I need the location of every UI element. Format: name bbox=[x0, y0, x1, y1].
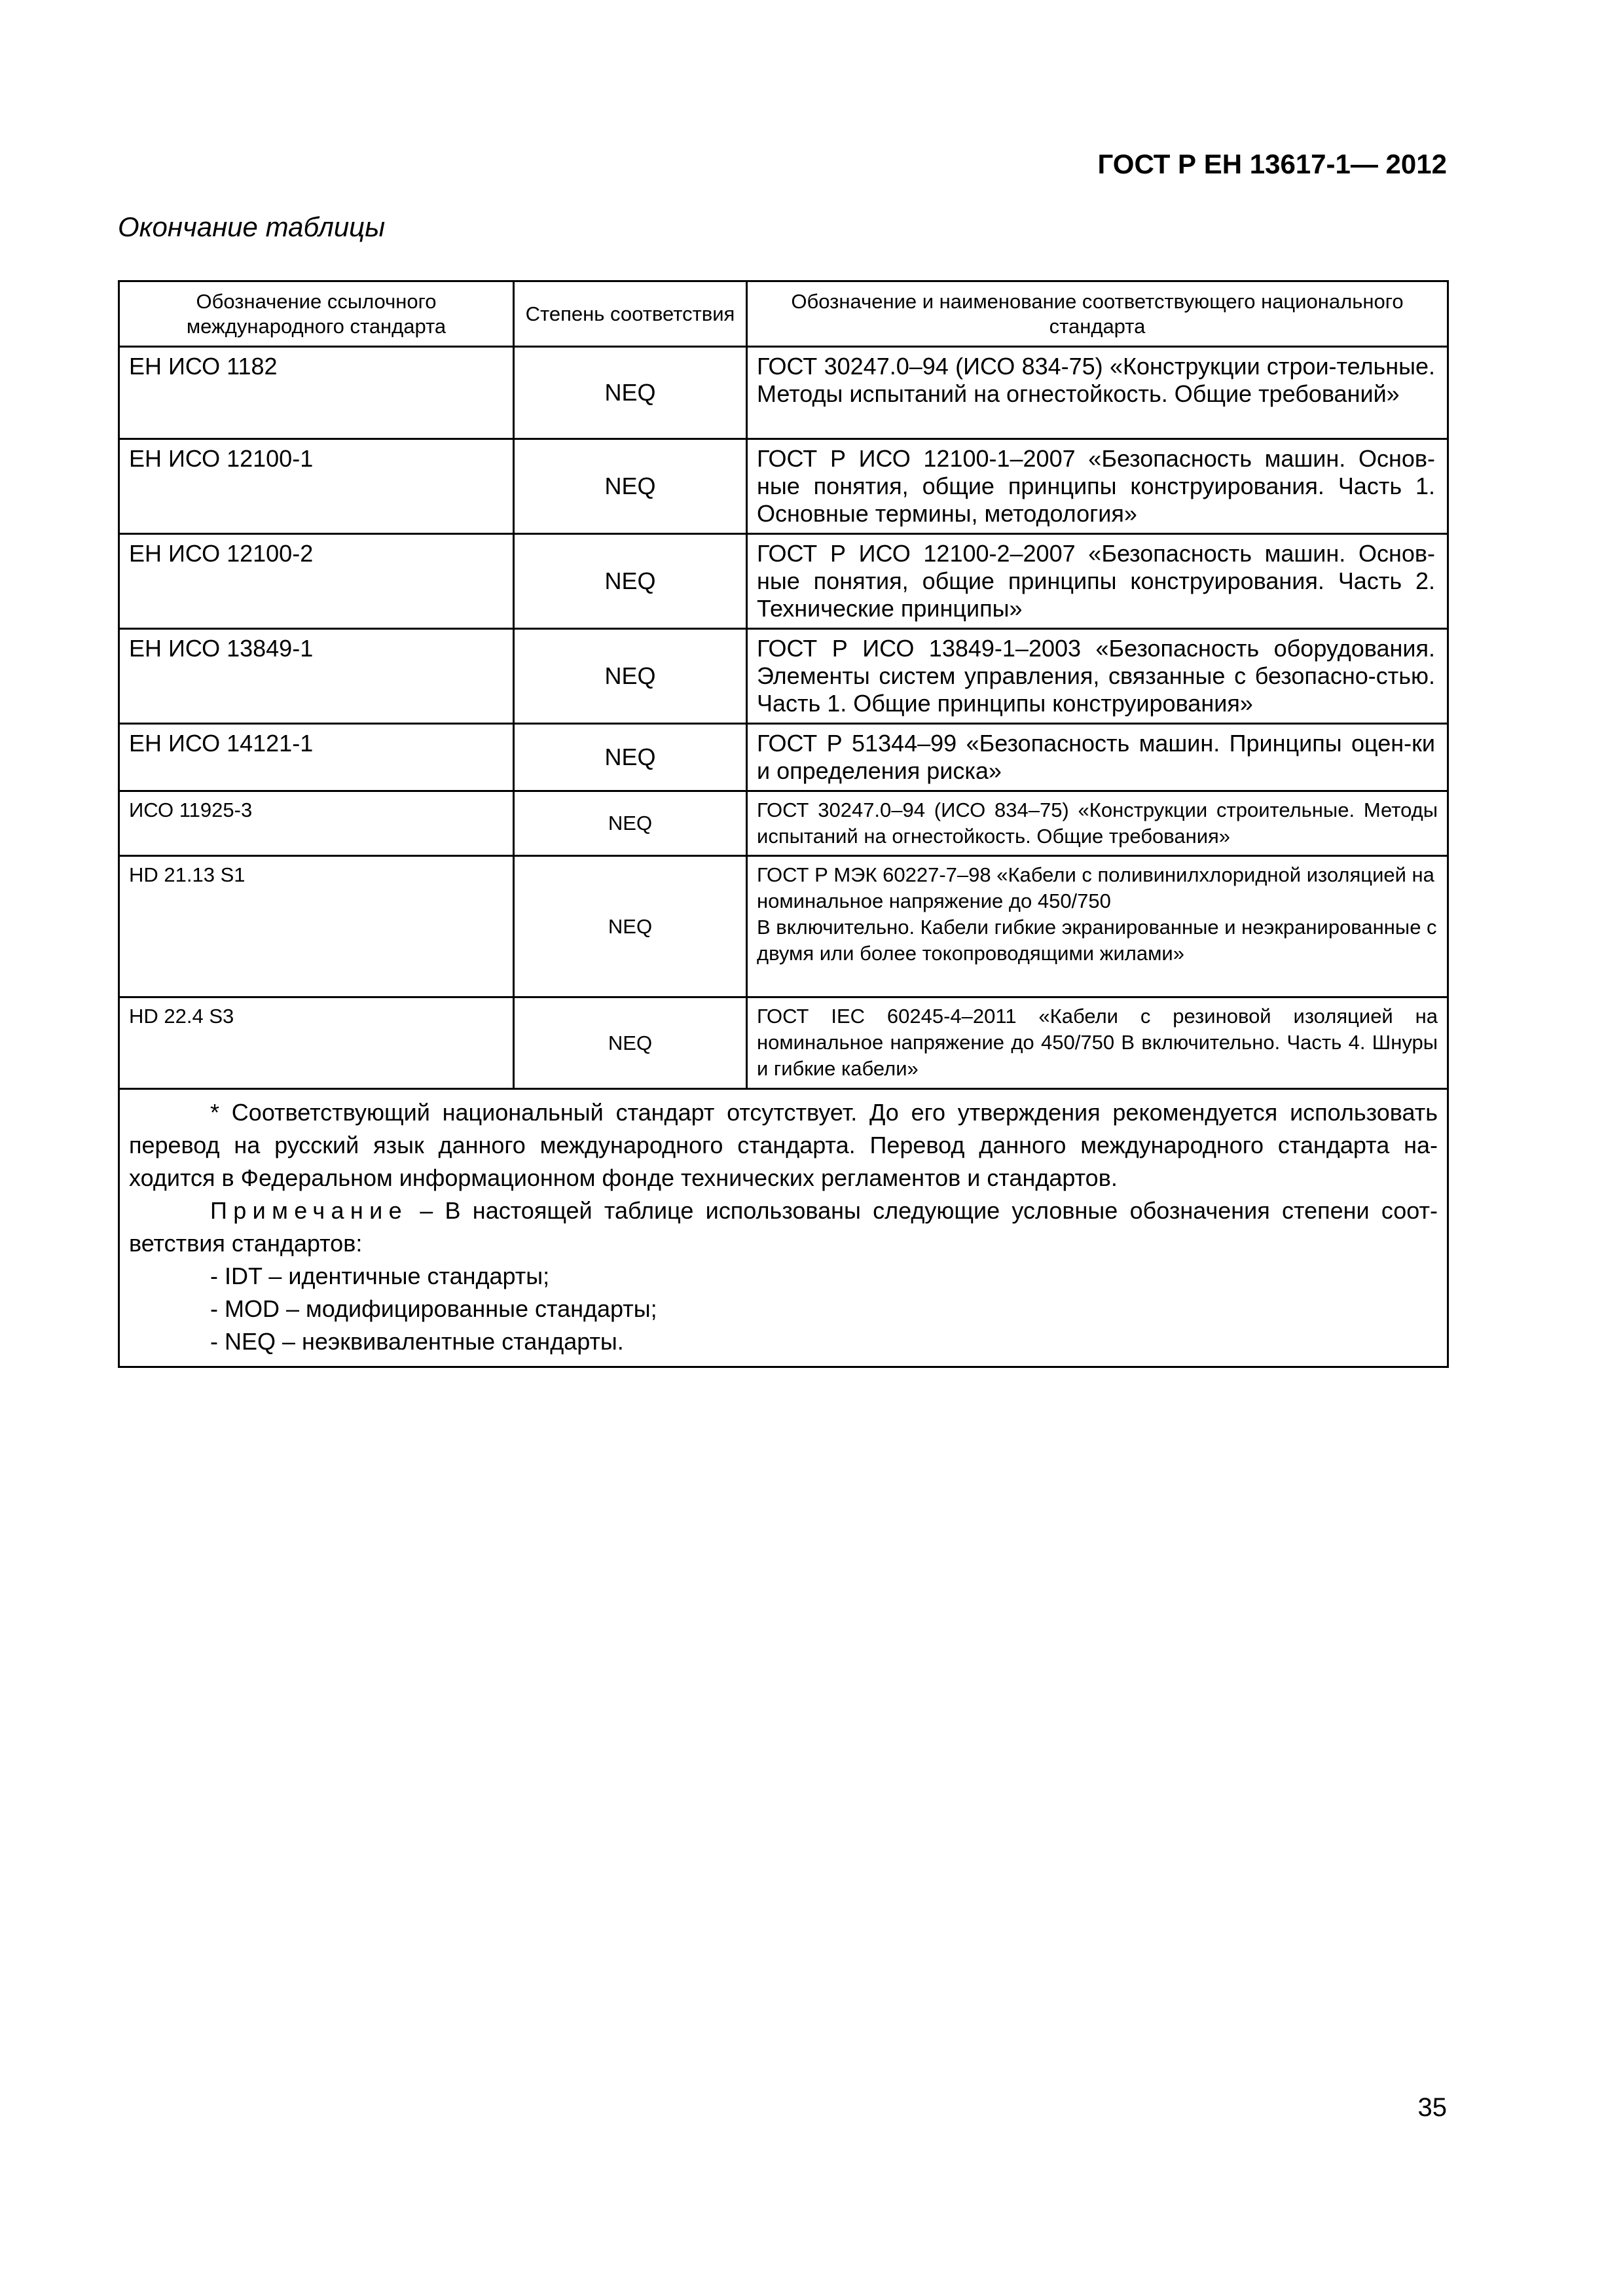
national-standard-cell: ГОСТ 30247.0–94 (ИСО 834–75) «Конструкции строительные. Методы испытаний на огнестойкость. Общие требования» bbox=[747, 791, 1448, 856]
table-row bbox=[119, 997, 1448, 1089]
footnote-row bbox=[119, 1089, 1448, 1367]
international-standard-cell: ЕН ИСО 1182 bbox=[119, 347, 514, 439]
table-row bbox=[119, 534, 1448, 629]
international-standard-cell: ЕН ИСО 12100-2 bbox=[119, 534, 514, 629]
international-standard-cell: ИСО 11925-3 bbox=[119, 791, 514, 856]
degree-cell: NEQ bbox=[514, 534, 747, 629]
degree-cell: NEQ bbox=[514, 629, 747, 724]
degree-cell: NEQ bbox=[514, 439, 747, 534]
national-standard-cell: ГОСТ Р ИСО 12100-1–2007 «Безопасность машин. Основ-ные понятия, общие принципы конструирования. Часть 1. Основные термины, методология» bbox=[747, 439, 1448, 534]
footnote-cell bbox=[119, 1089, 1448, 1367]
header-degree-of-correspondence: Степень соответствия bbox=[514, 281, 747, 347]
document-code-header: ГОСТ Р ЕН 13617-1— 2012 bbox=[1097, 149, 1447, 179]
national-standard-line: ГОСТ Р МЭК 60227-7–98 «Кабели с поливинилхлоридной изоляцией на номинальное напряжение до 450/750 bbox=[757, 863, 1434, 912]
table-row bbox=[119, 347, 1448, 439]
table-row bbox=[119, 791, 1448, 856]
reference-standards-table bbox=[118, 280, 1449, 1368]
national-standard-cell bbox=[747, 856, 1448, 997]
header-international-standard: Обозначение ссылочного международного стандарта bbox=[119, 281, 514, 347]
national-standard-cell: ГОСТ Р 51344–99 «Безопасность машин. Принципы оцен-ки и определения риска» bbox=[747, 724, 1448, 791]
international-standard-cell: ЕН ИСО 12100-1 bbox=[119, 439, 514, 534]
table-row bbox=[119, 439, 1448, 534]
international-standard-cell: HD 22.4 S3 bbox=[119, 997, 514, 1089]
national-standard-cell: ГОСТ 30247.0–94 (ИСО 834-75) «Конструкции строи-тельные. Методы испытаний на огнестойкость. Общие требований» bbox=[747, 347, 1448, 439]
national-standard-cell: ГОСТ IEC 60245-4–2011 «Кабели с резиновой изоляцией на номинальное напряжение до 450/750 В включительно. Часть 4. Шнуры и гибкие кабели» bbox=[747, 997, 1448, 1089]
table-row bbox=[119, 629, 1448, 724]
page-number: 35 bbox=[1417, 2093, 1447, 2122]
note-list-item: - NEQ – неэквивалентные стандарты. bbox=[210, 1328, 624, 1355]
national-standard-cell: ГОСТ Р ИСО 12100-2–2007 «Безопасность машин. Основ-ные понятия, общие принципы конструирования. Часть 2. Технические принципы» bbox=[747, 534, 1448, 629]
international-standard-cell: ЕН ИСО 14121-1 bbox=[119, 724, 514, 791]
table-row bbox=[119, 856, 1448, 997]
note-paragraph bbox=[129, 1194, 1438, 1260]
note-text: – В настоящей таблице использованы следующие условные обозначения степени соот-ветствия стандартов: bbox=[129, 1197, 1438, 1257]
national-standard-line: В включительно. Кабели гибкие экранированные и неэкранированные с двумя или более токопроводящими жилами» bbox=[757, 916, 1437, 965]
note-list-item: - MOD – модифицированные стандарты; bbox=[210, 1295, 657, 1322]
national-standard-cell: ГОСТ Р ИСО 13849-1–2003 «Безопасность оборудования. Элементы систем управления, связанные с безопасно-стью. Часть 1. Общие принципы конструирования» bbox=[747, 629, 1448, 724]
table-row bbox=[119, 724, 1448, 791]
table-continuation-label: Окончание таблицы bbox=[118, 211, 386, 242]
footnote-text: * Соответствующий национальный стандарт отсутствует. До его утверждения рекомендуется использовать перевод на русский язык данного международного стандарта. Перевод данного международного стандарта на-ходится в Федеральном информационном фонде технических регламентов и стандартов. bbox=[129, 1099, 1438, 1191]
degree-cell: NEQ bbox=[514, 997, 747, 1089]
table-header-row bbox=[119, 281, 1448, 347]
degree-cell: NEQ bbox=[514, 856, 747, 997]
international-standard-cell: ЕН ИСО 13849-1 bbox=[119, 629, 514, 724]
degree-cell: NEQ bbox=[514, 724, 747, 791]
note-list-item: - IDT – идентичные стандарты; bbox=[210, 1263, 550, 1289]
international-standard-cell: HD 21.13 S1 bbox=[119, 856, 514, 997]
note-label: Примечание bbox=[210, 1197, 408, 1224]
header-national-standard: Обозначение и наименование соответствующего национального стандарта bbox=[747, 281, 1448, 347]
degree-cell: NEQ bbox=[514, 791, 747, 856]
degree-cell: NEQ bbox=[514, 347, 747, 439]
